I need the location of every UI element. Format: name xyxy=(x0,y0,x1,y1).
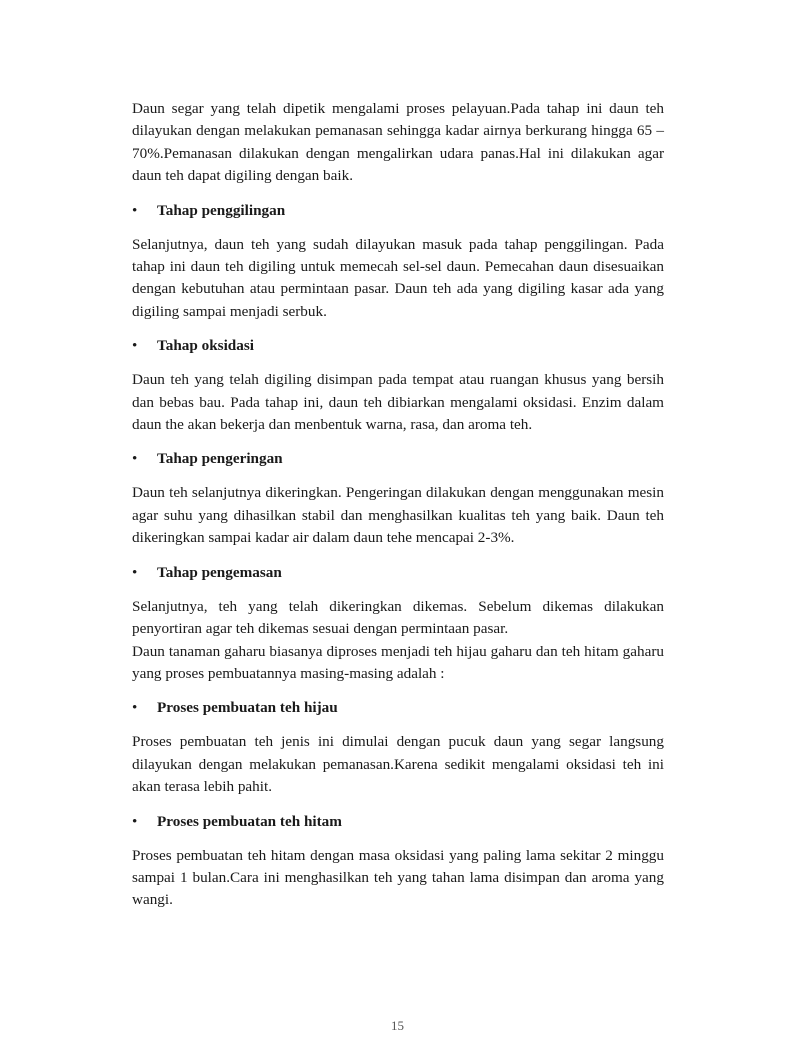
heading-teh-hijau xyxy=(132,697,664,719)
paragraph-pelayuan: Daun segar yang telah dipetik mengalami proses pelayuan.Pada tahap ini daun teh dilayukan dengan melakukan pemanasan sehingga kadar airnya berkurang hingga 65 – 70%.Pemanasan dilakukan dengan mengalirkan udara panas.Hal ini dilakukan agar daun teh dapat digiling dengan baik. xyxy=(132,100,664,185)
heading-tahap-pengeringan xyxy=(132,448,664,470)
paragraph-teh-hijau: Proses pembuatan teh jenis ini dimulai dengan pucuk daun yang segar langsung dilayukan dengan melakukan pemanasan.Karena sedikit mengalami oksidasi teh ini akan terasa lebih pahit. xyxy=(132,733,664,796)
paragraph-oksidasi: Daun teh yang telah digiling disimpan pada tempat atau ruangan khusus yang bersih dan bebas bau. Pada tahap ini, daun teh dibiarkan mengalami oksidasi. Enzim dalam daun the akan bekerja dan menbentuk warna, rasa, dan aroma teh. xyxy=(132,371,664,434)
heading-text: Proses pembuatan teh hijau xyxy=(157,699,338,717)
bullet-icon: • xyxy=(132,337,138,355)
heading-tahap-oksidasi xyxy=(132,335,664,357)
bullet-icon: • xyxy=(132,812,138,830)
paragraph-pengemasan: Selanjutnya, teh yang telah dikeringkan dikemas. Sebelum dikemas dilakukan penyortiran agar teh dikemas sesuai dengan permintaan pasar. xyxy=(132,597,664,638)
paragraph-penggilingan: Selanjutnya, daun teh yang sudah dilayukan masuk pada tahap penggilingan. Pada tahap ini daun teh digiling untuk memecah sel-sel daun. Pemecahan daun disesuaikan dengan kebutuhan atau permintaan pasar. Daun teh ada yang digiling kasar ada yang digiling sampai menjadi serbuk. xyxy=(132,235,664,320)
heading-tahap-penggilingan xyxy=(132,200,664,222)
heading-text: Tahap pengemasan xyxy=(157,563,282,581)
heading-tahap-pengemasan xyxy=(132,562,664,584)
heading-text: Tahap oksidasi xyxy=(157,337,254,355)
paragraph-teh-hitam: Proses pembuatan teh hitam dengan masa oksidasi yang paling lama sekitar 2 minggu sampai 1 bulan.Cara ini menghasilkan teh yang tahan lama disimpan dan aroma yang wangi. xyxy=(132,846,664,909)
bullet-icon: • xyxy=(132,563,138,581)
heading-text: Tahap pengeringan xyxy=(157,450,283,468)
heading-text: Tahap penggilingan xyxy=(157,201,286,219)
heading-teh-hitam xyxy=(132,811,664,833)
bullet-icon: • xyxy=(132,201,138,219)
paragraph-gaharu: Daun tanaman gaharu biasanya diproses menjadi teh hijau gaharu dan teh hitam gaharu yang proses pembuatannya masing-masing adalah : xyxy=(132,642,664,682)
paragraph-pengeringan: Daun teh selanjutnya dikeringkan. Pengeringan dilakukan dengan menggunakan mesin agar suhu yang dihasilkan stabil dan menghasilkan kualitas teh yang baik. Daun teh dikeringkan sampai kadar air dalam daun tehe mencapai 2-3%. xyxy=(132,484,664,547)
page-number: 15 xyxy=(391,1018,404,1033)
document-page xyxy=(132,98,664,924)
bullet-icon: • xyxy=(132,699,138,717)
bullet-icon: • xyxy=(132,450,138,468)
heading-text: Proses pembuatan teh hitam xyxy=(157,812,342,830)
